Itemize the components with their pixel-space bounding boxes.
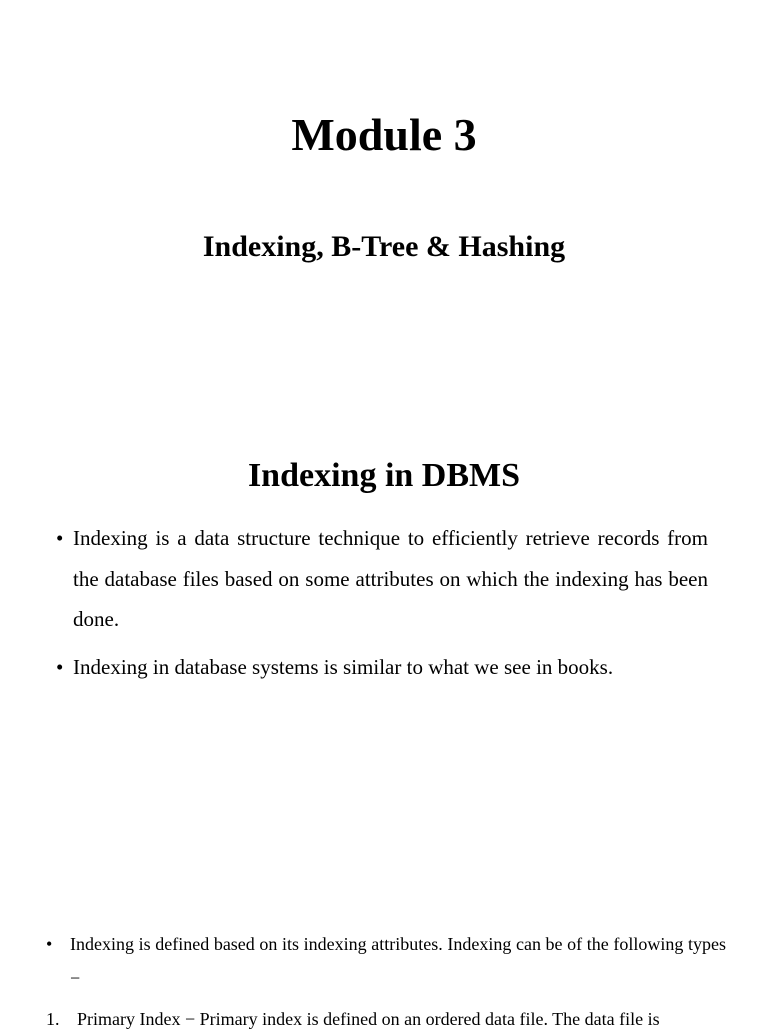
bullet-icon: • — [56, 654, 64, 679]
section-heading: Indexing in DBMS — [247, 457, 521, 494]
list-item-text: Indexing is defined based on its indexing attributes. Indexing can be of the following types − — [70, 934, 726, 988]
bullet-list — [56, 518, 708, 694]
numbered-list — [46, 1002, 726, 1036]
list-item — [56, 647, 708, 688]
item-number: 1. — [46, 1009, 60, 1029]
bullet-icon: • — [46, 934, 53, 954]
numbered-item-text: Primary Index − Primary index is defined on an ordered data file. The data file is — [77, 1009, 660, 1029]
list-item — [56, 518, 708, 640]
bullet-icon: • — [56, 526, 64, 550]
module-title: Module 3 — [291, 109, 477, 160]
list-item — [46, 927, 726, 995]
list-item-text: Indexing in database systems is similar to what we see in books. — [73, 654, 614, 679]
bullet-list — [46, 927, 726, 995]
module-subtitle: Indexing, B-Tree & Hashing — [202, 230, 566, 263]
list-item-text: Indexing is a data structure technique to efficiently retrieve records from the database files based on some attributes on which the indexing has been done. — [73, 526, 708, 631]
numbered-item — [46, 1002, 726, 1036]
